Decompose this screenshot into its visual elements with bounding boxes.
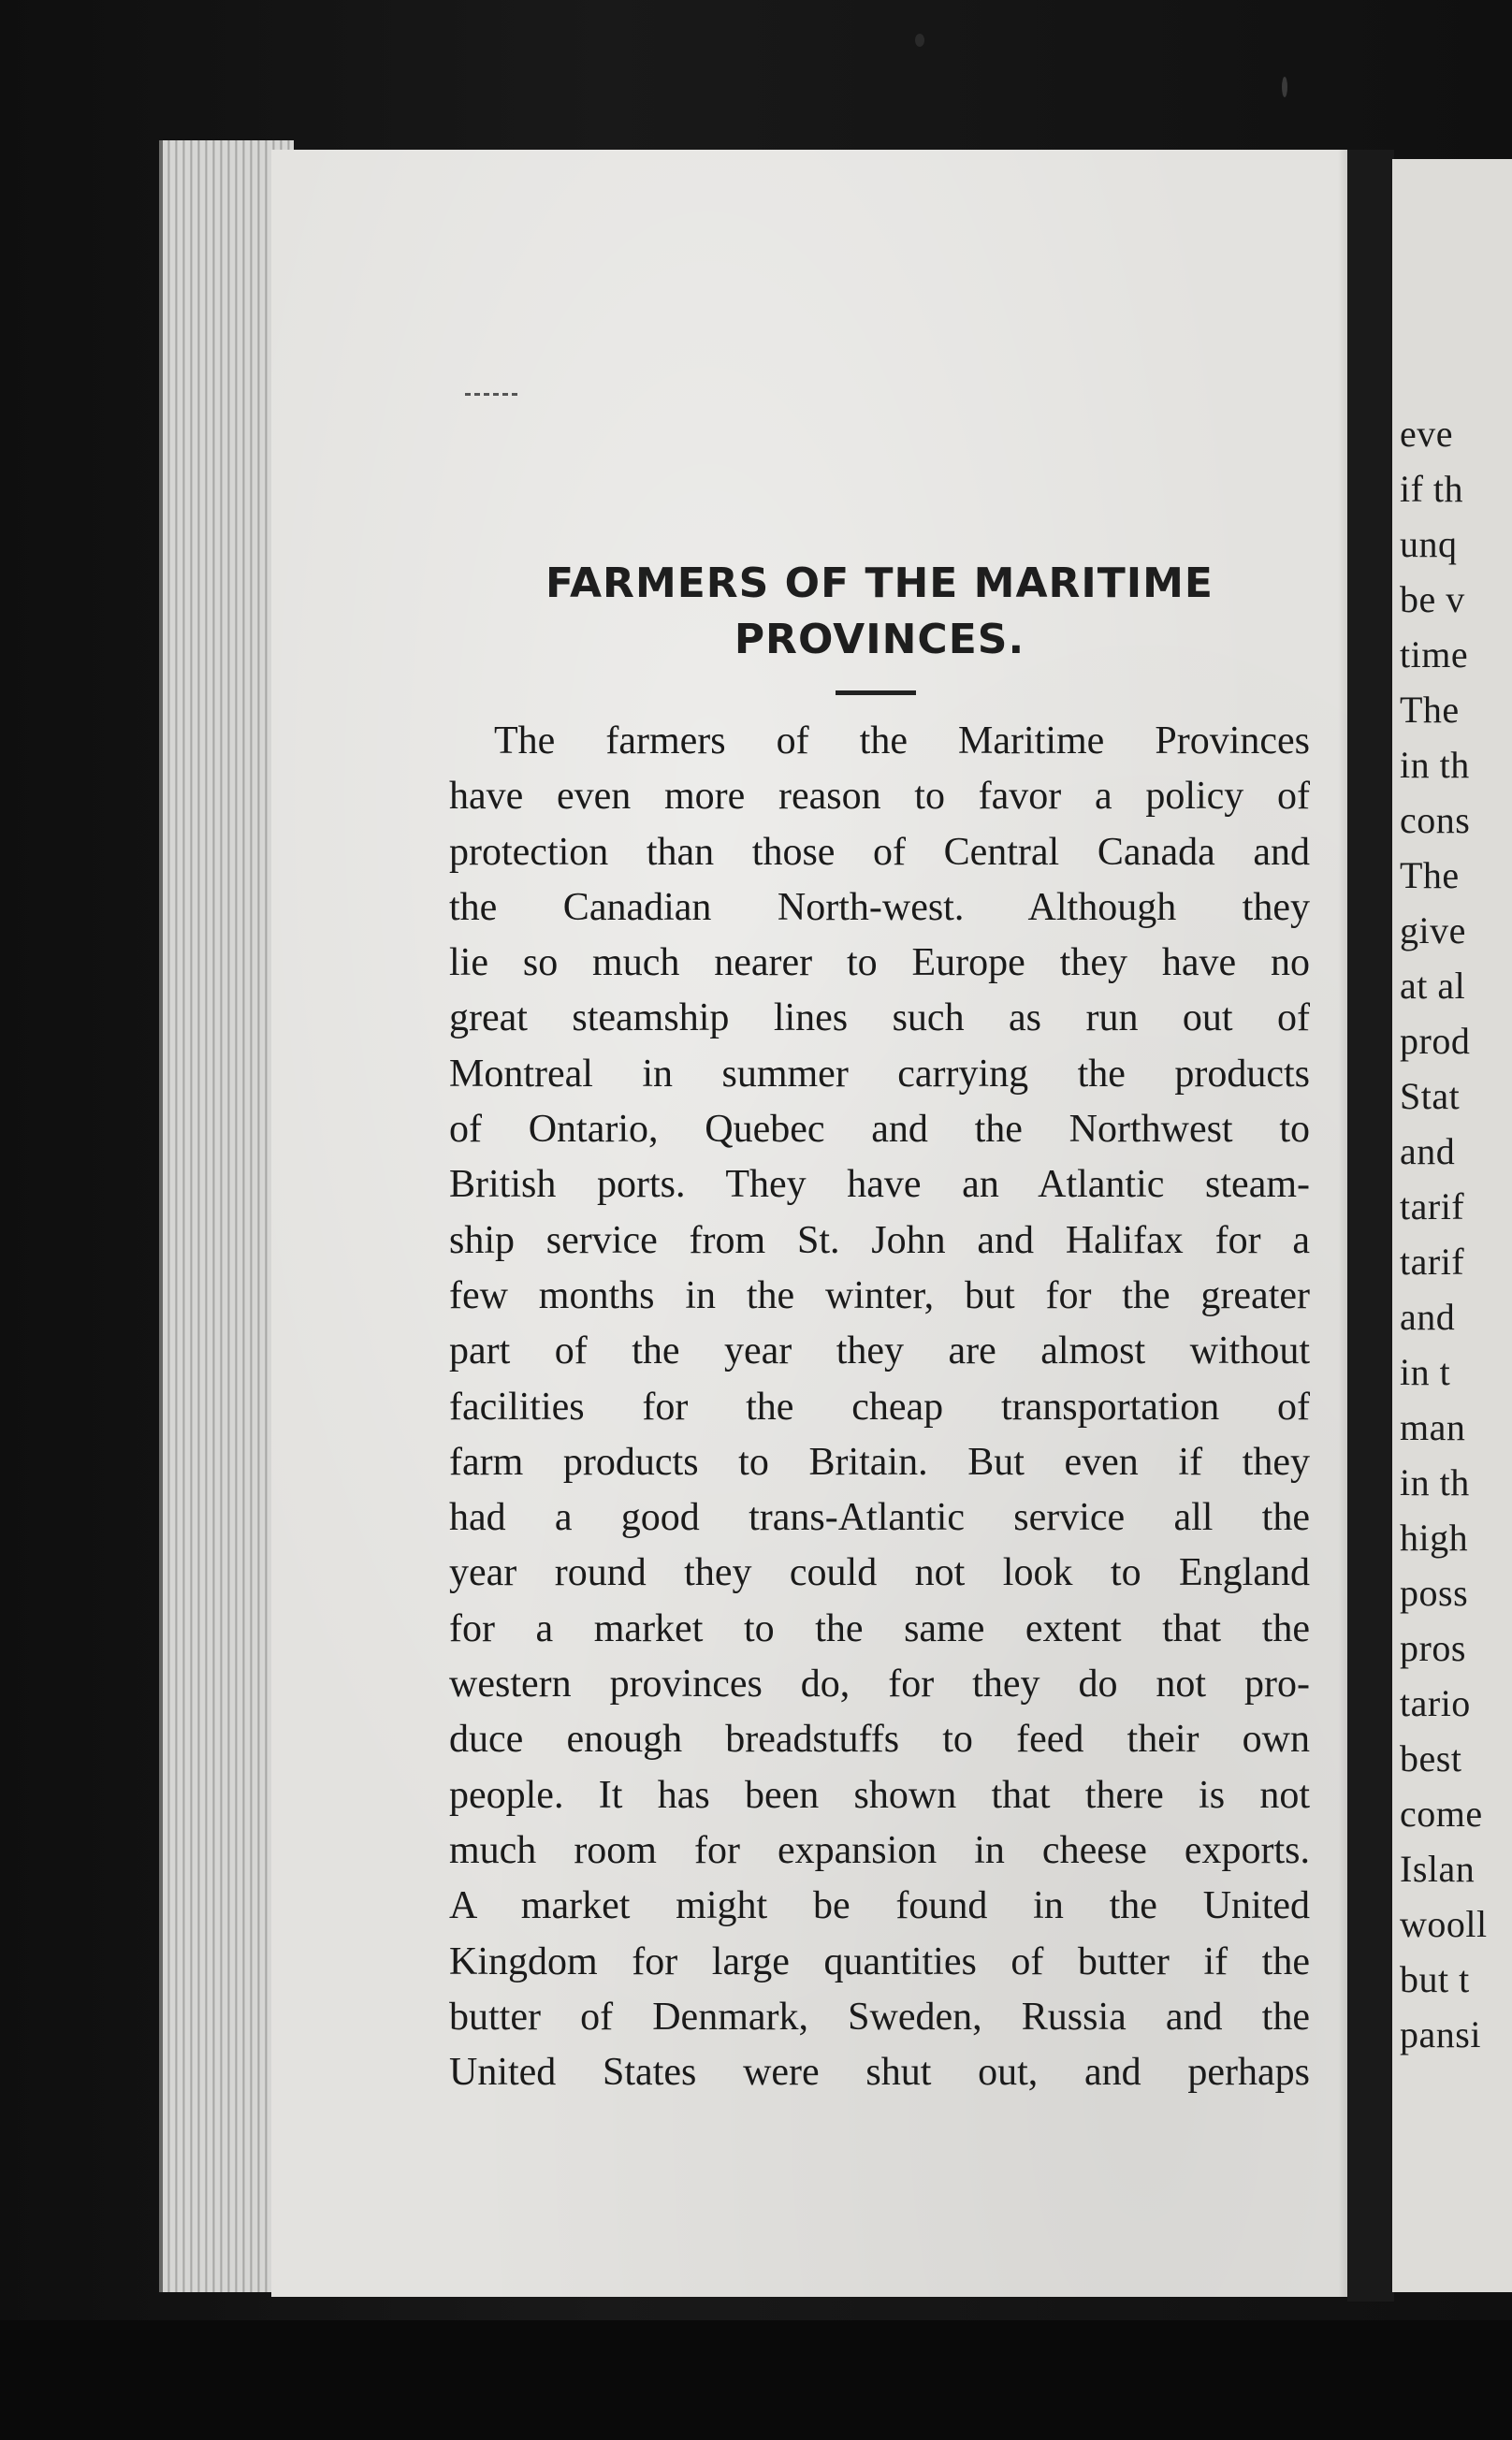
- facing-page-line: cons: [1400, 799, 1471, 841]
- facing-page-line: Islan: [1400, 1848, 1476, 1890]
- body-line: protection than those of Central Canada and: [449, 830, 1310, 874]
- body-line: people. It has been shown that there is not: [449, 1773, 1310, 1817]
- body-paragraph: [449, 714, 1310, 2100]
- chapter-heading: [458, 556, 1301, 668]
- body-line: for a market to the same extent that the: [449, 1606, 1310, 1650]
- facing-page-line: unq: [1400, 523, 1458, 565]
- facing-page-line: tarif: [1400, 1185, 1465, 1227]
- dust-speck: [1282, 77, 1287, 97]
- facing-page-line: in th: [1400, 744, 1470, 786]
- body-line: British ports. They have an Atlantic steam-: [449, 1163, 1310, 1207]
- facing-page-line: prod: [1400, 1020, 1471, 1062]
- facing-page-line: in th: [1400, 1461, 1470, 1503]
- body-line: United States were shut out, and perhaps: [449, 2051, 1310, 2095]
- body-line: few months in the winter, but for the greater: [449, 1273, 1310, 1317]
- facing-page-line: in t: [1400, 1351, 1451, 1393]
- facing-page-line: time: [1400, 633, 1469, 675]
- body-line: western provinces do, for they do not pro-: [449, 1663, 1310, 1707]
- heading-rule: [836, 690, 916, 695]
- facing-page: [1392, 159, 1512, 2292]
- facing-page-line: eve: [1400, 413, 1454, 455]
- body-line: The farmers of the Maritime Provinces: [494, 719, 1310, 762]
- facing-page-line: high: [1400, 1517, 1469, 1559]
- body-line: great steamship lines such as run out of: [449, 996, 1310, 1040]
- body-line: ship service from St. John and Halifax for a: [449, 1218, 1310, 1262]
- body-line: much room for expansion in cheese exports.: [449, 1828, 1310, 1872]
- body-line: the Canadian North-west. Although they: [449, 885, 1310, 929]
- body-line: butter of Denmark, Sweden, Russia and the: [449, 1995, 1310, 2039]
- scan-bottom-border: [0, 2320, 1512, 2440]
- body-line: Kingdom for large quantities of butter if the: [449, 1939, 1310, 1983]
- facing-page-line: Stat: [1400, 1075, 1461, 1117]
- body-line: year round they could not look to England: [449, 1551, 1310, 1595]
- facing-page-line: come: [1400, 1793, 1483, 1835]
- facing-page-line: The: [1400, 689, 1460, 731]
- facing-page-line: tarif: [1400, 1241, 1465, 1283]
- pencil-mark: [465, 393, 517, 396]
- body-line: lie so much nearer to Europe they have no: [449, 941, 1310, 985]
- facing-page-line: tario: [1400, 1682, 1471, 1724]
- body-line: part of the year they are almost without: [449, 1329, 1310, 1373]
- facing-page-line: give: [1400, 909, 1466, 951]
- facing-page-line: at al: [1400, 965, 1466, 1007]
- body-line: A market might be found in the United: [449, 1884, 1310, 1928]
- facing-page-line: and: [1400, 1296, 1456, 1338]
- facing-page-line: poss: [1400, 1572, 1469, 1614]
- body-line: of Ontario, Quebec and the Northwest to: [449, 1108, 1310, 1152]
- body-line: facilities for the cheap transportation of: [449, 1385, 1310, 1429]
- body-line: Montreal in summer carrying the products: [449, 1052, 1310, 1096]
- body-line: farm products to Britain. But even if they: [449, 1440, 1310, 1484]
- facing-page-line: be v: [1400, 578, 1465, 620]
- facing-page-line: and: [1400, 1130, 1456, 1172]
- body-line: had a good trans-Atlantic service all the: [449, 1496, 1310, 1540]
- facing-page-line: best: [1400, 1737, 1462, 1779]
- facing-page-line: if th: [1400, 468, 1464, 510]
- facing-page-line: pros: [1400, 1627, 1466, 1669]
- body-line: have even more reason to favor a policy of: [449, 775, 1310, 819]
- facing-page-line: The: [1400, 854, 1460, 896]
- facing-page-line: man: [1400, 1406, 1466, 1448]
- facing-page-line: but t: [1400, 1958, 1470, 2000]
- chapter-heading-line: FARMERS OF THE MARITIME: [545, 559, 1214, 607]
- dust-speck: [915, 34, 924, 47]
- book-binding: [1347, 150, 1394, 2302]
- facing-page-line: pansi: [1400, 2013, 1481, 2055]
- chapter-heading-line: PROVINCES.: [734, 616, 1025, 663]
- facing-page-line: wooll: [1400, 1903, 1488, 1945]
- body-line: duce enough breadstuffs to feed their own: [449, 1718, 1310, 1762]
